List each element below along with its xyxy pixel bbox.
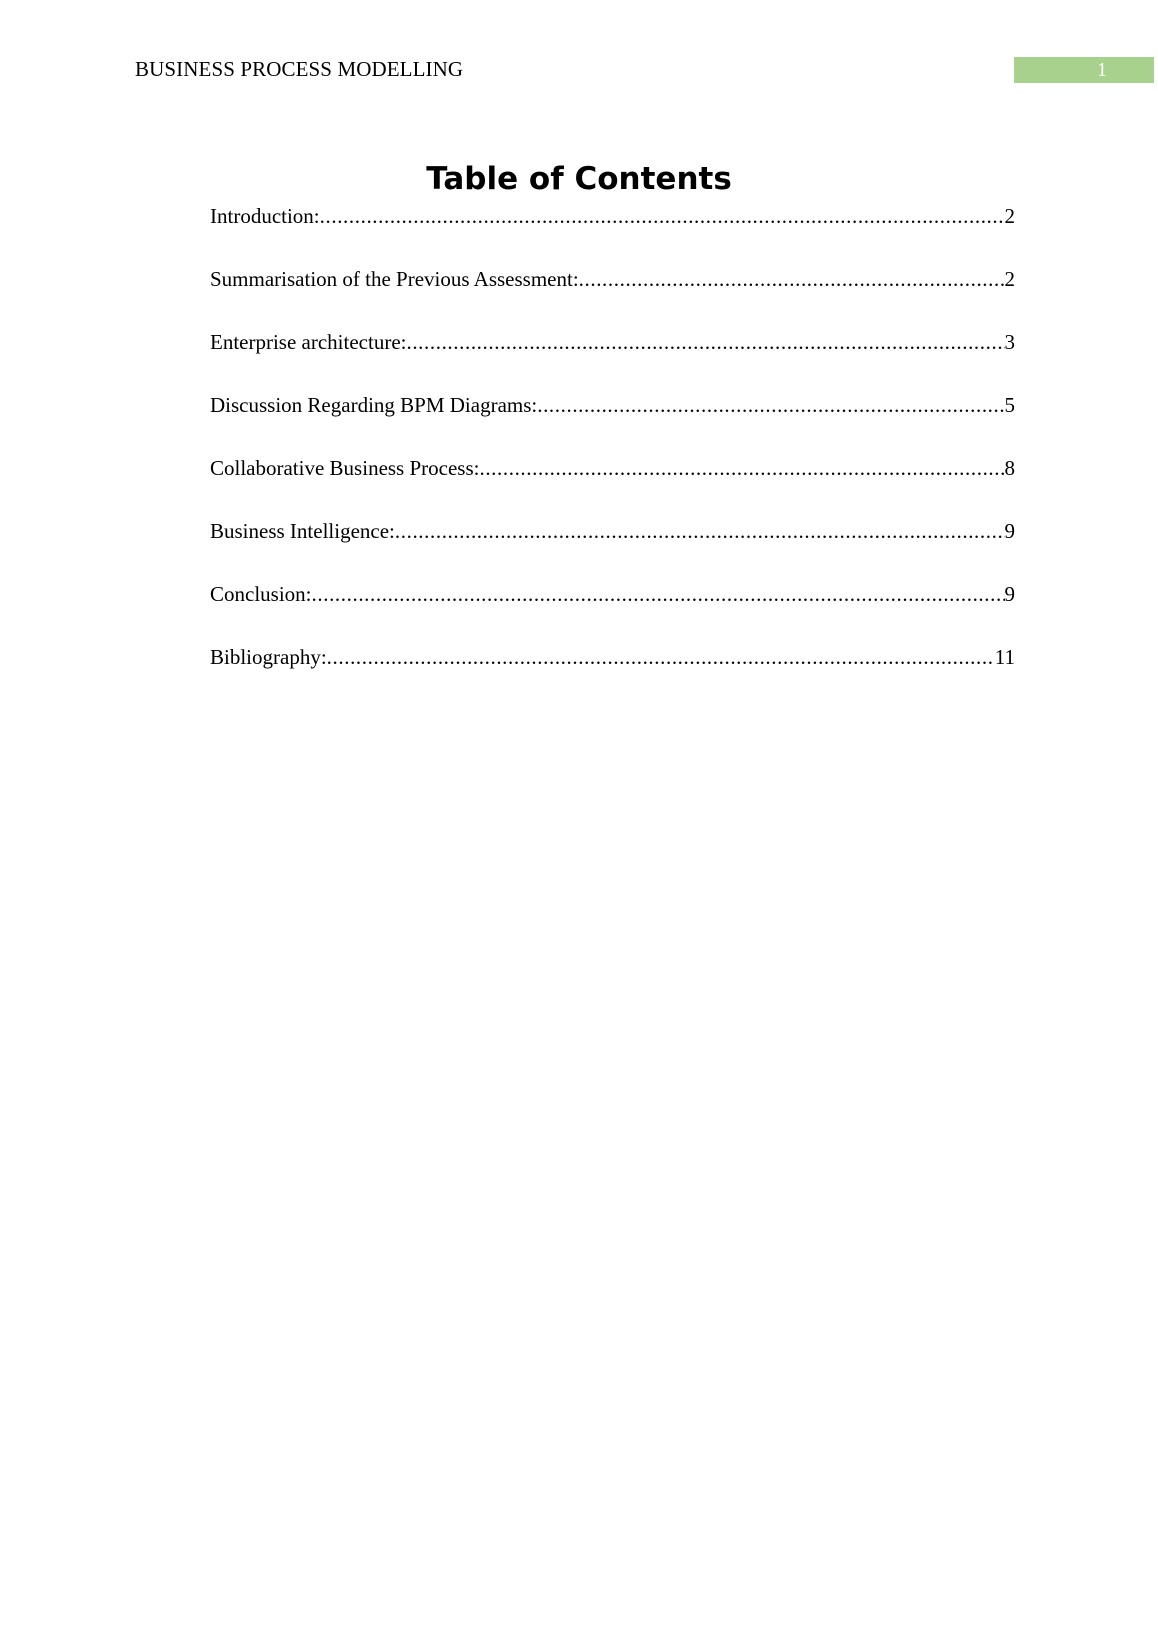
dot-leader xyxy=(479,452,1004,484)
toc-entry-page: 9 xyxy=(1004,519,1015,543)
toc-entry-summarisation[interactable] xyxy=(210,263,1015,326)
toc-entry-label: Conclusion: xyxy=(210,582,312,606)
toc-entry-label: Business Intelligence: xyxy=(210,519,395,543)
toc-heading: Table of Contents xyxy=(426,161,732,197)
dot-leader xyxy=(406,326,1004,358)
toc-entry-page: 9 xyxy=(1004,582,1015,606)
toc-entry-bibliography[interactable] xyxy=(210,641,1015,704)
toc-entry-page: 2 xyxy=(1004,267,1015,291)
toc-entry-enterprise-architecture[interactable] xyxy=(210,326,1015,389)
toc-entry-label: Discussion Regarding BPM Diagrams: xyxy=(210,393,538,417)
toc-entry-page: 11 xyxy=(994,645,1015,669)
toc-entry-page: 2 xyxy=(1004,204,1015,228)
toc-entry-page: 3 xyxy=(1004,330,1015,354)
toc-entry-label: Summarisation of the Previous Assessment: xyxy=(210,267,579,291)
table-of-contents xyxy=(210,200,1015,704)
dot-leader xyxy=(537,389,1004,421)
toc-entry-introduction[interactable] xyxy=(210,200,1015,263)
page-number: 1 xyxy=(1014,57,1154,83)
toc-entry-label: Collaborative Business Process: xyxy=(210,456,480,480)
dot-leader xyxy=(312,578,1005,610)
toc-entry-page: 5 xyxy=(1004,393,1015,417)
toc-entry-label: Bibliography: xyxy=(210,645,327,669)
toc-entry-collaborative-process[interactable] xyxy=(210,452,1015,515)
dot-leader xyxy=(327,641,995,673)
toc-entry-page: 8 xyxy=(1004,456,1015,480)
toc-entry-conclusion[interactable] xyxy=(210,578,1015,641)
dot-leader xyxy=(579,263,1005,295)
toc-entry-business-intelligence[interactable] xyxy=(210,515,1015,578)
toc-entry-label: Introduction: xyxy=(210,204,320,228)
dot-leader xyxy=(320,200,1005,232)
running-header: BUSINESS PROCESS MODELLING xyxy=(135,57,464,81)
toc-entry-bpm-diagrams[interactable] xyxy=(210,389,1015,452)
dot-leader xyxy=(395,515,1005,547)
toc-entry-label: Enterprise architecture: xyxy=(210,330,407,354)
